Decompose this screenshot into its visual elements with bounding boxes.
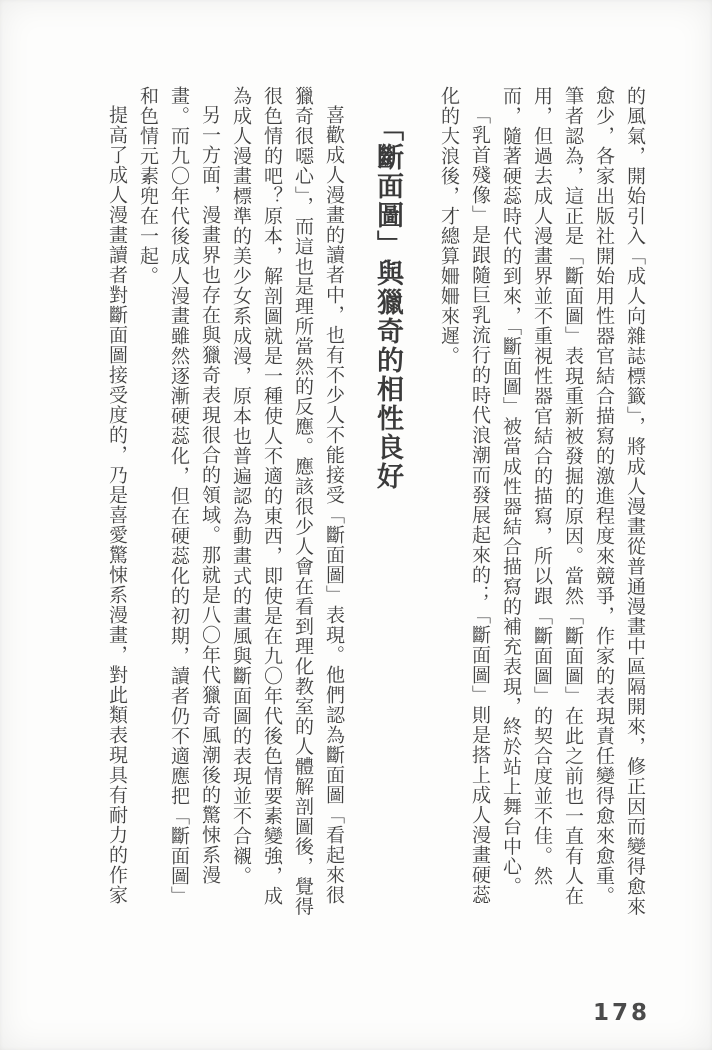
paragraph-2: 「乳首殘像」是跟隨巨乳流行的時代浪潮而發展起來的；「斷面圖」則是搭上成人漫畫硬蕊化的大浪後，才總算姍姍來遲。 (438, 86, 490, 905)
paragraph-1: 的風氣，開始引入「成人向雜誌標籤」，將成人漫畫從普通漫畫中區隔開來，修正因而變得愈來愈少，各家出版社開始用性器官結合描寫的激進程度來競爭，作家的表現責任變得愈來愈重。筆者認為，這正是「斷面圖」表現重新被發掘的原因。當然「斷面圖」在此之前也一直有人在用，但過去成人漫畫界並不重視性器官結合的描寫，所以跟「斷面圖」的契合度並不佳。然而，隨著硬蕊時代的到來，「斷面圖」被當成性器結合描寫的補充表現，終於站上舞台中心。 (500, 86, 645, 917)
paragraph-3: 喜歡成人漫畫的讀者中，也有不少人不能接受「斷面圖」表現。他們認為斷面圖「看起來很獵奇很噁心」，而這也是理所當然的反應。應該很少人會在看到理化教室的人體解剖圖後，覺得很色情的吧？原本，解剖圖就是一種使人不適的東西，即使是在九〇年代後色情要素變強，成為成人漫畫標準的美少女系成漫，原本也普遍認為動畫式的畫風與斷面圖的表現並不合襯。 (230, 86, 344, 917)
paragraph-4: 另一方面，漫畫界也存在與獵奇表現很合的領域。那就是八〇年代獵奇風潮後的驚悚系漫畫。而九〇年代後成人漫畫雖然逐漸硬蕊化，但在硬蕊化的初期，讀者仍不適應把「斷面圖」和色情元素兜在一起。 (137, 86, 220, 906)
section-heading: 「斷面圖」與獵奇的相性良好 (373, 114, 403, 491)
paragraph-5: 提高了成人漫畫讀者對斷面圖接受度的，乃是喜愛驚悚系漫畫，對此類表現具有耐力的作家 (106, 105, 127, 905)
page-number: 178 (592, 1000, 650, 1026)
page-text-block (101, 86, 650, 924)
